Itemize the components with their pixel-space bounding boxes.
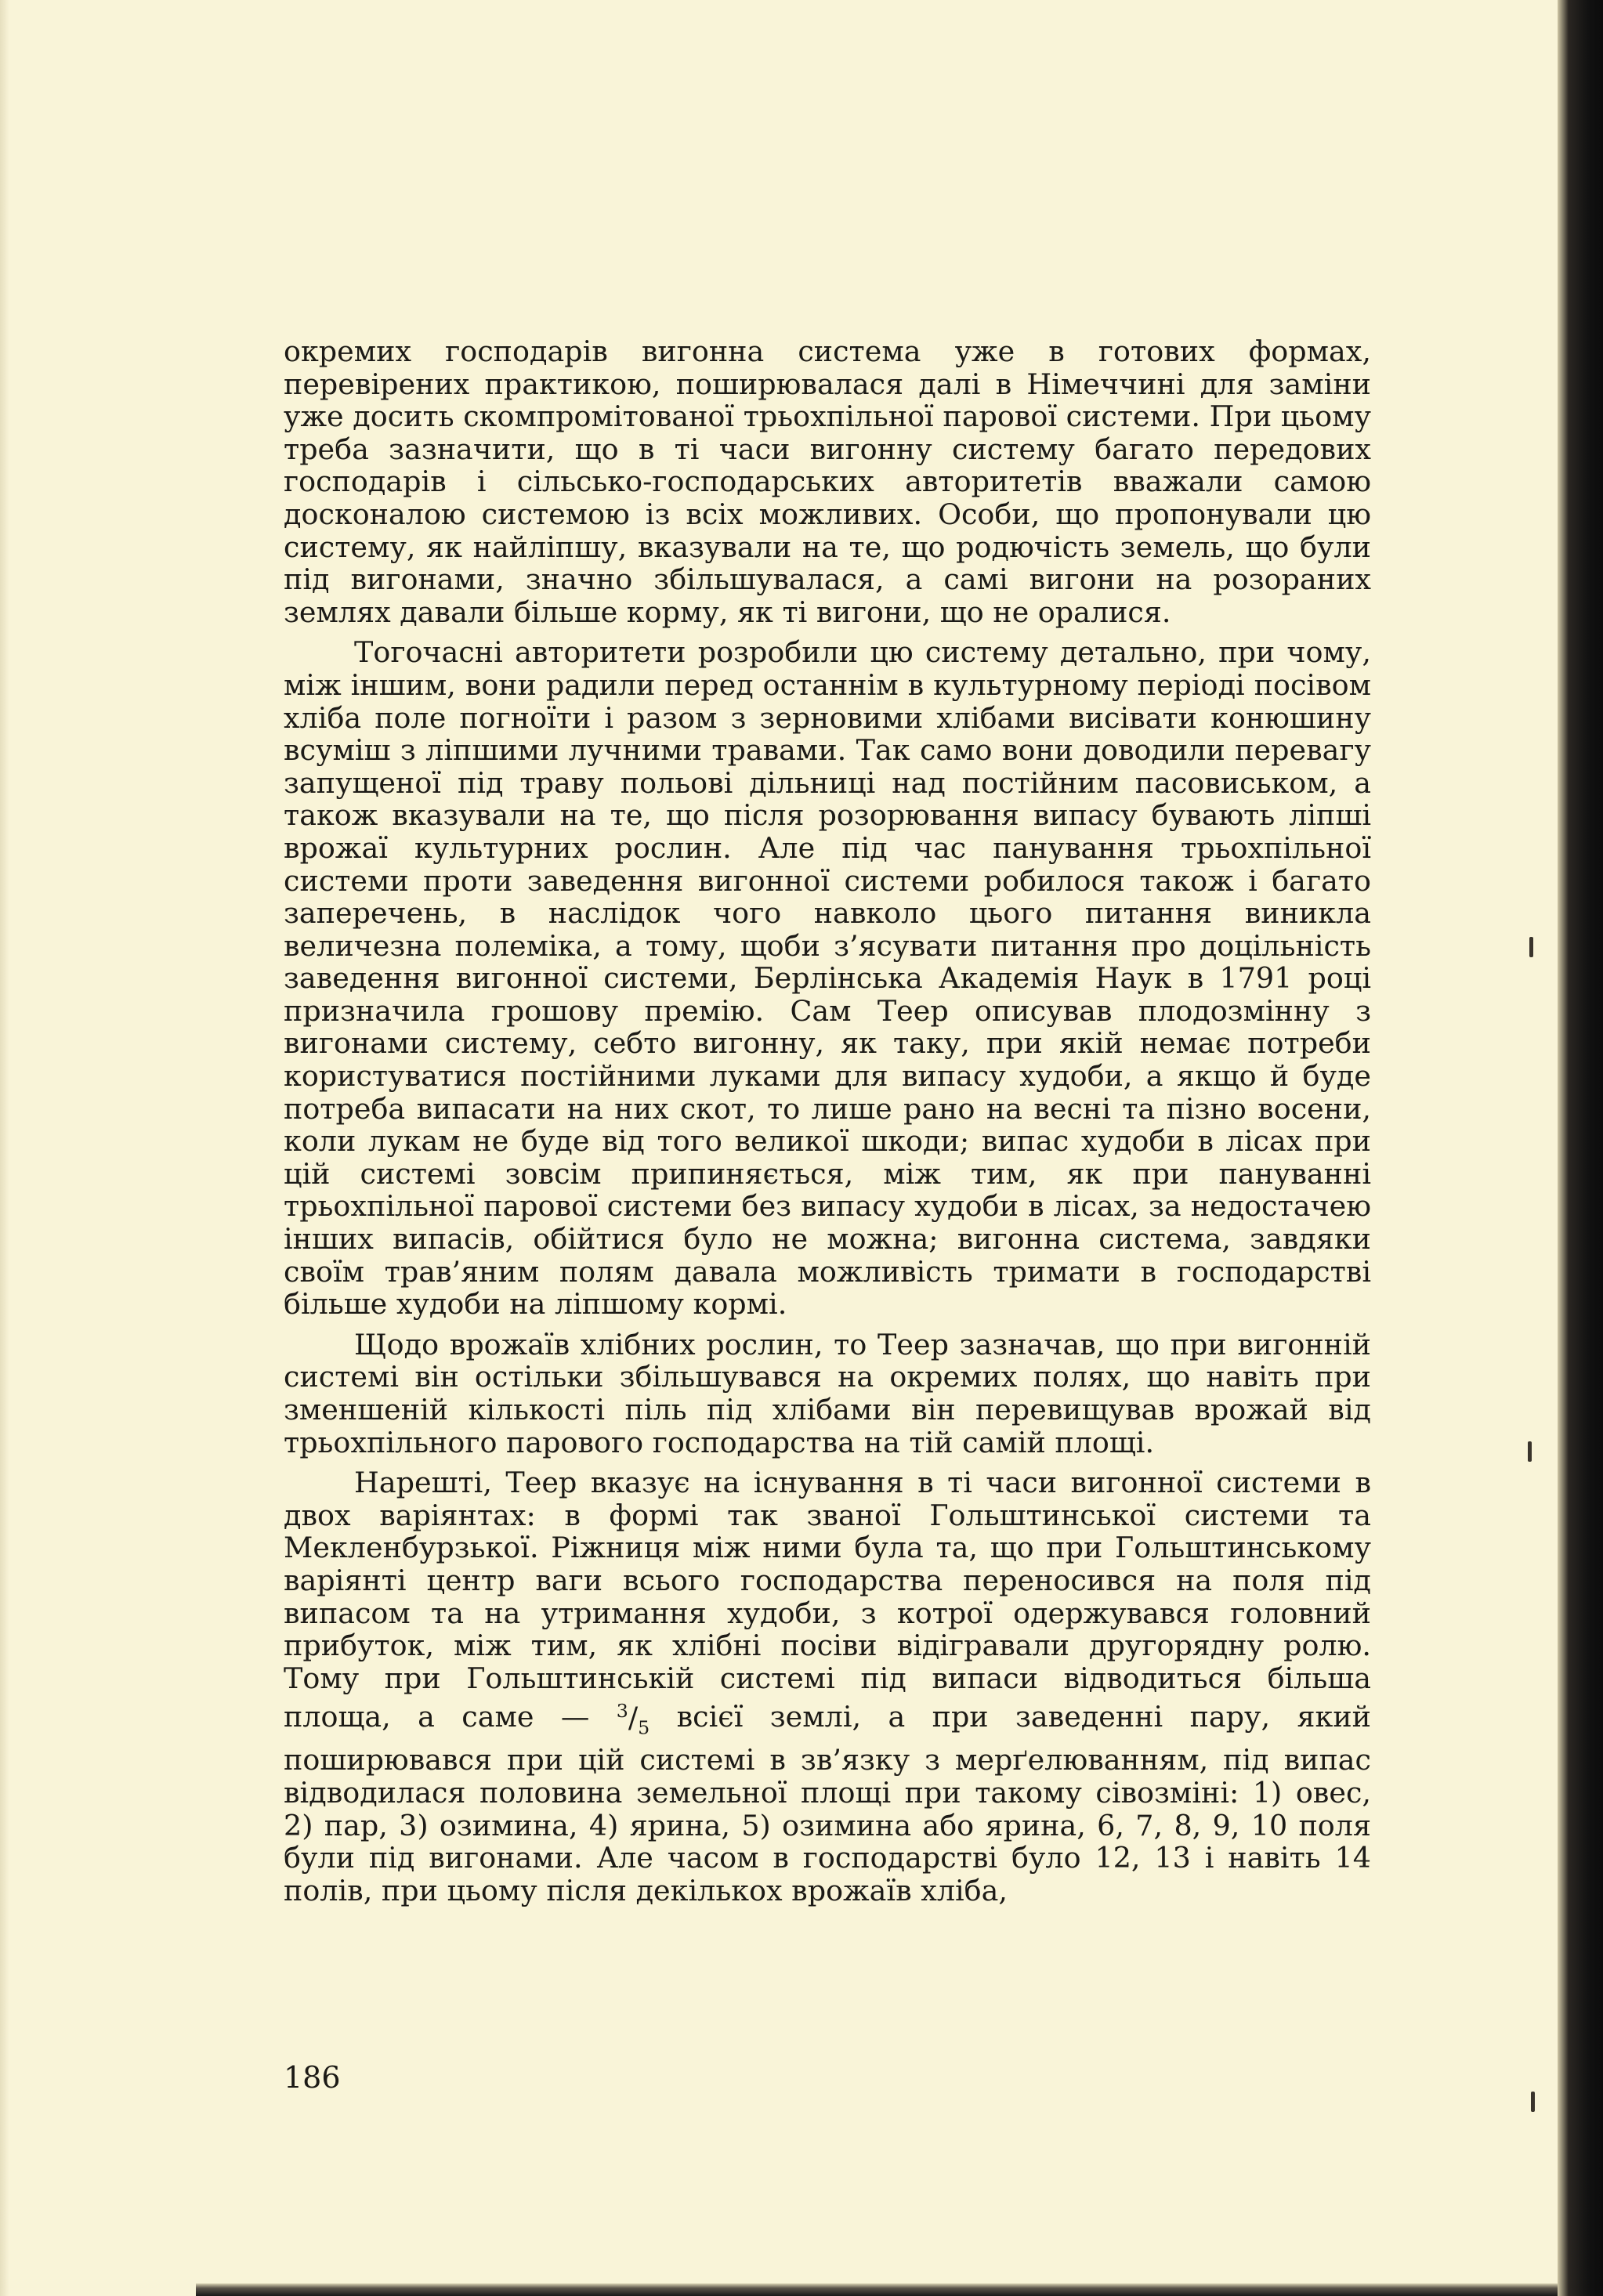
paragraph-1: окремих господарів вигонна система уже в готових формах, перевірених практикою, поширювалася далі в Німеччині для заміни уже досить скомпромітованої трьохпільної парової системи. При цьому треба зазначити, що в ті часи вигонну систему багато передових господарів і сільсько-господарських авторитетів вважали самою досконалою системою із всіх можливих. Особи, що пропонували цю систему, як найліпшу, вказували на те, що родючість земель, що були під вигонами, значно збільшувалася, а самі вигони на розораних землях давали більше корму, як ті вигони, що не оралися. xyxy=(284,334,1371,629)
paragraph-3: Щодо врожаїв хлібних рослин, то Теер зазначав, що при вигонній системі він остільки збільшувався на окремих полях, що навіть при зменшеній кількості піль під хлібами він перевищував врожай від трьохпільного парового господарства на тій самій площі. xyxy=(284,1327,1371,1459)
margin-mark xyxy=(1528,1441,1532,1462)
margin-mark xyxy=(1531,2092,1535,2112)
page-bottom-edge xyxy=(196,2283,1603,2296)
margin-mark xyxy=(1529,937,1533,957)
paragraph-4 xyxy=(284,1466,1371,1907)
fraction-numerator: 3 xyxy=(616,1699,628,1722)
page-number: 186 xyxy=(284,2060,341,2095)
fraction-three-fifths: $^3/_5$ xyxy=(616,1699,650,1738)
body-text xyxy=(284,335,1371,1907)
fraction-denominator: 5 xyxy=(638,1716,650,1738)
page-left-shadow xyxy=(0,0,9,2296)
page-right-edge xyxy=(1558,0,1603,2296)
paragraph-4-tail: всієї землі, а при заведенні пару, який поширювався при цій системі в зв’язку з мерґелюванням, під випас відводилася половина земельної площі при такому сівозміні: 1) овес, 2) пар, 3) озимина, 4) ярина, 5) озимина або ярина, 6, 7, 8, 9, 10 поля були під вигонами. Але часом в господарстві було 12, 13 і навіть 14 полів, при цьому після декількох врожаїв хліба, xyxy=(284,1700,1371,1907)
paragraph-4-head: Нарешті, Теер вказує на існування в ті часи вигонної системи в двох варіянтах: в формі так званої Гольштинської системи та Мекленбурзької. Ріжниця між ними була та, що при Гольштинському варіянті центр ваги всього господарства переносився на поля під випасом та на утримання худоби, з котрої одержувався головний прибуток, між тим, як хлібні посіви відігравали другорядну ролю. Тому при Гольштинській системі під випаси відводиться більша площа, а саме — xyxy=(284,1466,1371,1734)
paragraph-2: Тогочасні авторитети розробили цю систему детально, при чому, між іншим, вони радили перед останнім в культурному періоді посівом хліба поле погноїти і разом з зерновими хлібами висівати конюшину всуміш з ліпшими лучними травами. Так само вони доводили перевагу запущеної під траву польові дільниці над постійним пасовиськом, а також вказували на те, що після розорювання випасу бувають ліпші врожаї культурних рослин. Але під час панування трьохпільної системи проти заведення вигонної системи робилося також і багато заперечень, в наслідок чого навколо цього питання виникла величезна полеміка, а тому, щоби з’ясувати питання про доцільність заведення вигонної системи, Берлінська Академія Наук в 1791 році призначила грошову премію. Сам Теер описував плодозмінну з вигонами систему, себто вигонну, як таку, при якій немає потреби користуватися постійними луками для випасу худоби, а якщо й буде потреба випасати на них скот, то лише рано на весні та пізно восени, коли лукам не буде від того великої шкоди; випас худоби в лісах при цій системі зовсім припиняється, між тим, як при пануванні трьохпільної парової системи без випасу худоби в лісах, за недостачею інших випасів, обійтися було не можна; вигонна система, завдяки своїм трав’яним полям давала можливість тримати в господарстві більше худоби на ліпшому кормі. xyxy=(284,635,1371,1322)
